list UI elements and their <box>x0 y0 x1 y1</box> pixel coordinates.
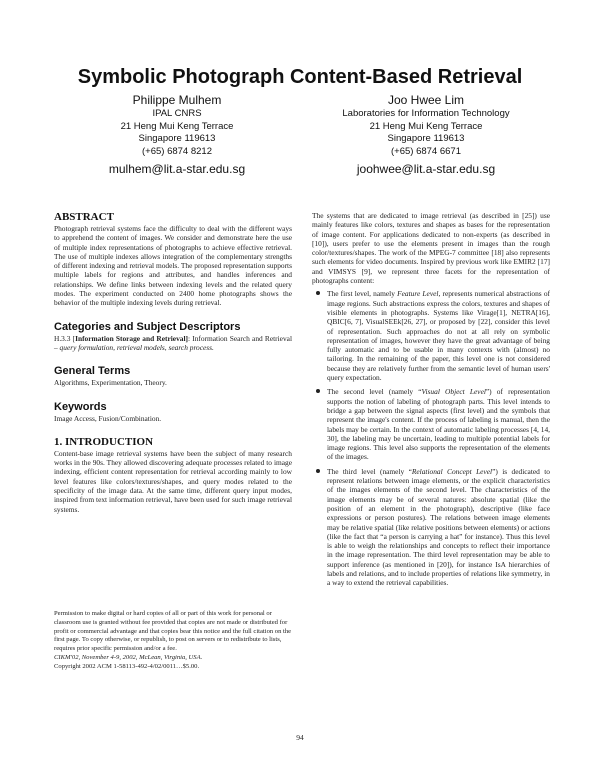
categories-text <box>54 334 292 353</box>
paper-title: Symbolic Photograph Content-Based Retrieval <box>77 66 523 88</box>
bullet-icon <box>316 469 320 473</box>
left-column <box>54 211 292 514</box>
keywords-heading: Keywords <box>54 400 107 413</box>
categories-italic: query formulation, retrieval models, search process. <box>59 342 214 352</box>
author-phone: (+65) 6874 8212 <box>142 145 212 157</box>
bullet-text: ”) is dedicated to represent relations between image elements, or the explicit characteristics of the images elements of the second level. The characteristics of the image elements may be of several natures: absolute spatial (like the position of an element in the photograph), descriptive (like face expressions or person postures). The relations between image elements may be relative spatial (like relative positions between elements) or actions (like the fact that “a person is carrying a hat” for instance). Thus this level is able to weigh the relationships and concepts to reflect their importance in the image representation. The third level representation may be able to support inference (as mentioned in [20]), for instance IsA hierarchies of labels and relations, and to include properties of relations like symmetry, in a way to extend the retrieval capabilities. <box>327 466 551 588</box>
author-name: Philippe Mulhem <box>132 93 222 107</box>
author-block <box>311 93 541 177</box>
categories-heading: Categories and Subject Descriptors <box>54 320 241 333</box>
introduction-heading: 1. INTRODUCTION <box>54 435 154 448</box>
list-item <box>312 467 550 588</box>
categories-code: H.3.3 [ <box>54 333 76 343</box>
categories-rest: : Information Search and Retrieval – <box>54 333 292 352</box>
right-column <box>312 211 550 593</box>
bullet-lead: The second level (namely “ <box>327 387 422 397</box>
author-block <box>62 93 292 177</box>
author-email: joohwee@lit.a-star.edu.sg <box>356 162 496 176</box>
general-terms-heading: General Terms <box>54 365 131 378</box>
author-phone: (+65) 6874 6671 <box>391 145 461 157</box>
bullet-term: Relational Concept Level <box>411 466 493 476</box>
list-item <box>312 289 550 382</box>
list-item <box>312 387 550 461</box>
author-affiliation-line: Laboratories for Information Technology <box>342 108 510 119</box>
author-affiliation-line: 21 Heng Mui Keng Terrace <box>120 120 234 132</box>
bullet-lead: The third level (namely “ <box>327 466 412 476</box>
abstract-heading: ABSTRACT <box>54 211 114 223</box>
copyright-permission: Permission to make digital or hard copies of all or part of this work for personal or classroom use is granted without fee provided that copies are not made or distributed for profit or commercial advantage and that copies bear this notice and the full citation on the first page. To copy otherwise, or republish, to post on servers or to redistribute to lists, requires prior specific permission and/or a fee. <box>54 610 292 653</box>
abstract-text: Photograph retrieval systems face the difficulty to deal with the different ways to apprehend the content of images. We consider and demonstrate here the use of multiple index representations of photographs to achieve effective retrieval. The use of multiple indexes allows integration of the complementary strengths of different indexing and retrieval models. The proposed representation supports multiple labels for regions and attributes, and handles inferences and relationships. We define links between indexing levels and the related query modes. The experiment conducted on 2400 home photographs shows the behavior of the multiple indexing levels during retrieval. <box>54 224 292 308</box>
author-affiliation-line: IPAL CNRS <box>152 108 202 119</box>
categories-bold: Information Storage and Retrieval] <box>75 333 188 343</box>
bullet-icon <box>316 389 320 393</box>
keywords-text: Image Access, Fusion/Combination. <box>54 413 162 423</box>
intro-continued-text: The systems that are dedicated to image retrieval (as described in [25]) use mainly features like colors, textures and shapes as bases for the representation of image content. For applications dedicated to non-experts (as described in [10]), users prefer to use the elements present in images than the rough color/textures/shapes. The work of the MPEG-7 committee [18] also represents such elements for video documents. Inspired by previous work like EMIR2 [17] and VIMSYS [9], we represent three facets for the representation of photographs content: <box>312 211 550 286</box>
bullet-text: ”) of representation supports the notion of labeling of photograph parts. This level intends to bridge a gap between the signal aspects (first level) and the symbols that represent the image's content. If the process of labeling is manual, then the labels may be certain. In the context of automatic labeling processes [4, 14, 30], the labeling may be uncertain, leading to multiple potential labels for image regions. This level also supports the representation of the elements of the images. <box>327 387 550 462</box>
bullet-text: , represents numerical abstractions of image regions. Such abstractions express the colors, textures and shapes of visible elements in photographs. Systems like Virage[1], NETRA[16], QBIC[6, 7], VisualSEEk[26, 27], or proposed by [22], consider this level of representation. Such approaches do not at all rely on symbolic representation of images, however they have the great advantage of being fully automatic and to be usable in many contexts with (almost) no tailoring. In the remaining of the paper, this level one is not considered because they are relatively further from the semantic level of human users' query expectation. <box>327 289 551 383</box>
bullet-term: Visual Object Level <box>421 387 486 397</box>
copyright-notice <box>54 610 292 672</box>
bullet-term: Feature Level <box>397 289 439 299</box>
page-number: 94 <box>296 733 304 742</box>
author-email: mulhem@lit.a-star.edu.sg <box>108 162 246 176</box>
author-affiliation-line: Singapore 119613 <box>387 133 465 144</box>
author-name: Joo Hwee Lim <box>387 93 465 107</box>
author-affiliation-line: Singapore 119613 <box>138 133 216 144</box>
bullet-icon <box>316 291 320 295</box>
author-affiliation-line: 21 Heng Mui Keng Terrace <box>369 120 483 132</box>
introduction-text: Content-base image retrieval systems have been the subject of many research works in the 90s. They allowed discovering adequate processes related to image indexing, efficient content representation for retrieval according mainly to low level features like colors/textures/shapes, and query modes related to the specificity of the image data. At the same time, different query input modes, inspired from text information retrieval, have been used for such image retrieval systems. <box>54 448 292 514</box>
general-terms-text: Algorithms, Experimentation, Theory. <box>54 378 167 388</box>
copyright-conference: CIKM'02, November 4-9, 2002, McLean, Virginia, USA. <box>54 653 203 661</box>
facet-list <box>312 289 550 587</box>
bullet-lead: The first level, namely <box>327 289 398 299</box>
copyright-line: Copyright 2002 ACM 1-58113-492-4/02/0011…$5.00. <box>54 662 200 670</box>
